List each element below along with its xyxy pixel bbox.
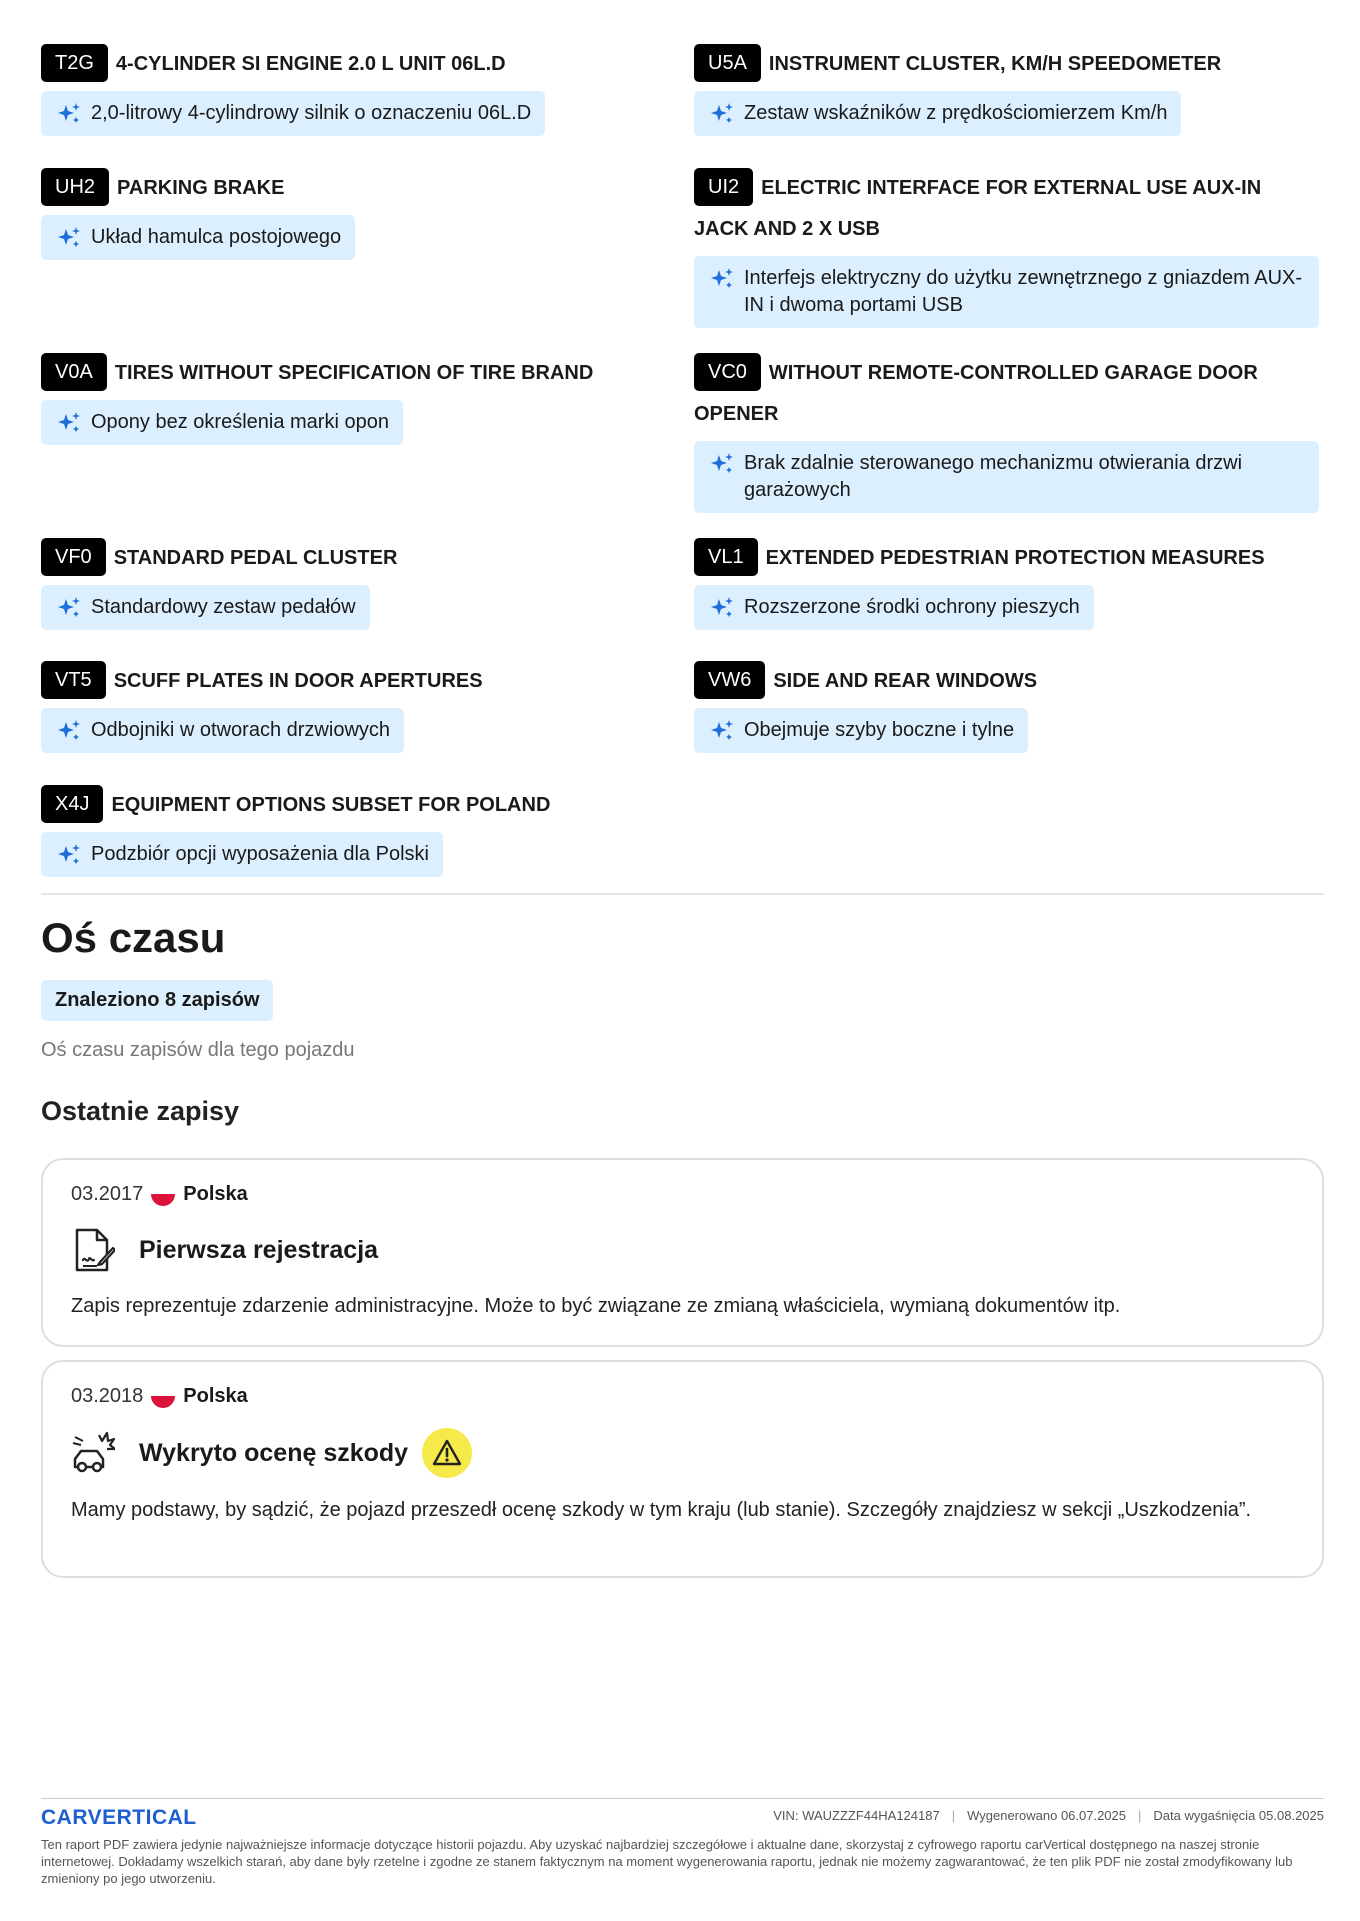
ai-sparkle-icon <box>708 450 736 477</box>
record-date: 03.2018 <box>71 1385 144 1407</box>
option-translation-text: Opony bez określenia marki opon <box>91 411 389 433</box>
option-title: ELECTRIC INTERFACE FOR EXTERNAL USE AUX-IN JACK AND 2 X USB <box>694 177 1262 240</box>
option-item <box>41 661 666 753</box>
option-translation <box>694 708 1028 753</box>
footer-divider <box>41 1798 1324 1799</box>
option-title: EXTENDED PEDESTRIAN PROTECTION MEASURES <box>765 547 1265 569</box>
poland-flag-icon <box>151 1182 175 1206</box>
records-count-badge: Znaleziono 8 zapisów <box>41 980 273 1021</box>
option-item <box>41 353 666 445</box>
ai-sparkle-icon <box>55 841 83 868</box>
option-title: INSTRUMENT CLUSTER, KM/H SPEEDOMETER <box>768 53 1222 75</box>
option-item <box>41 785 666 877</box>
ai-sparkle-icon <box>55 224 83 251</box>
recent-records-title: Ostatnie zapisy <box>41 1096 240 1126</box>
option-code: VL1 <box>694 538 758 576</box>
option-translation <box>41 400 403 445</box>
option-translation-text: Zestaw wskaźników z prędkościomierzem Km/h <box>744 102 1168 124</box>
timeline-title: Oś czasu <box>41 914 226 961</box>
option-item <box>694 661 1319 753</box>
option-translation <box>694 585 1094 630</box>
record-description: Zapis reprezentuje zdarzenie administracyjne. Może to być związane ze zmianą właściciela, wymianą dokumentów itp. <box>71 1295 1121 1317</box>
option-title: SCUFF PLATES IN DOOR APERTURES <box>113 670 483 692</box>
record-title: Wykryto ocenę szkody <box>139 1438 409 1467</box>
option-code: VC0 <box>694 353 761 391</box>
option-translation-text: 2,0-litrowy 4-cylindrowy silnik o oznaczeniu 06L.D <box>91 102 532 124</box>
option-translation <box>694 256 1319 328</box>
vin-label: VIN: <box>773 1808 799 1823</box>
option-title: SIDE AND REAR WINDOWS <box>773 670 1038 692</box>
ai-sparkle-icon <box>55 717 83 744</box>
record-country: Polska <box>183 1385 248 1407</box>
record-description: Mamy podstawy, by sądzić, że pojazd przeszedł ocenę szkody w tym kraju (lub stanie). Szczegóły znajdziesz w sekcji „Uszkodzenia”. <box>71 1499 1252 1521</box>
option-code: U5A <box>694 44 761 82</box>
option-translation-text: Interfejs elektryczny do użytku zewnętrznego z gniazdem AUX-IN i dwoma portami USB <box>744 267 1303 316</box>
ai-sparkle-icon <box>708 594 736 621</box>
vin-value: WAUZZZF44HA124187 <box>802 1808 940 1823</box>
warning-icon <box>422 1428 472 1478</box>
option-translation-text: Obejmuje szyby boczne i tylne <box>744 719 1015 741</box>
option-translation-text: Podzbiór opcji wyposażenia dla Polski <box>91 843 429 865</box>
document-sign-icon <box>71 1226 115 1274</box>
generated-date: 06.07.2025 <box>1060 1808 1127 1823</box>
option-translation-text: Standardowy zestaw pedałów <box>91 596 356 618</box>
option-translation <box>41 832 443 877</box>
option-translation <box>41 215 355 260</box>
expiry-label: Data wygaśnięcia <box>1153 1808 1256 1823</box>
option-title: WITHOUT REMOTE-CONTROLLED GARAGE DOOR OPENER <box>694 362 1258 425</box>
option-item <box>41 538 666 630</box>
option-title: PARKING BRAKE <box>117 177 285 199</box>
option-title: TIRES WITHOUT SPECIFICATION OF TIRE BRAND <box>114 362 594 384</box>
ai-sparkle-icon <box>55 100 83 127</box>
record-country: Polska <box>183 1183 248 1205</box>
car-crash-icon <box>71 1429 115 1477</box>
expiry-date: 05.08.2025 <box>1258 1808 1324 1823</box>
ai-sparkle-icon <box>708 265 736 292</box>
option-title: 4-CYLINDER SI ENGINE 2.0 L UNIT 06L.D <box>115 53 506 75</box>
record-title: Pierwsza rejestracja <box>139 1235 379 1264</box>
ai-sparkle-icon <box>708 717 736 744</box>
ai-sparkle-icon <box>55 594 83 621</box>
option-item <box>694 44 1319 136</box>
option-item <box>694 168 1319 328</box>
option-code: V0A <box>41 353 107 391</box>
option-item <box>694 353 1319 513</box>
option-item <box>694 538 1319 630</box>
option-title: EQUIPMENT OPTIONS SUBSET FOR POLAND <box>111 794 551 816</box>
footer-disclaimer: Ten raport PDF zawiera jedynie najważniejsze informacje dotyczące historii pojazdu. Aby uzyskać najbardziej szczegółowe i aktualne dane, skorzystaj z cyfrowego raportu carVertical dostępnego na naszej stronie internetowej. Dokładamy wszelkich starań, aby dane były rzetelne i zgodne ze stanem faktycznym na moment wygenerowania raportu, jednak nie możemy zagwarantować, że ten plik PDF nie został zmodyfikowany lub zmieniony po jego utworzeniu. <box>41 1837 1293 1886</box>
record-date: 03.2017 <box>71 1183 144 1205</box>
option-code: VW6 <box>694 661 765 699</box>
option-translation <box>41 585 370 630</box>
option-code: UH2 <box>41 168 109 206</box>
option-translation <box>694 441 1319 513</box>
option-title: STANDARD PEDAL CLUSTER <box>113 547 398 569</box>
timeline-subtitle: Oś czasu zapisów dla tego pojazdu <box>41 1039 355 1061</box>
option-code: VF0 <box>41 538 106 576</box>
option-translation-text: Brak zdalnie sterowanego mechanizmu otwierania drzwi garażowych <box>744 452 1243 501</box>
option-translation-text: Układ hamulca postojowego <box>91 226 342 248</box>
option-translation-text: Rozszerzone środki ochrony pieszych <box>744 596 1080 618</box>
poland-flag-icon <box>151 1384 175 1408</box>
option-translation <box>41 91 545 136</box>
ai-sparkle-icon <box>708 100 736 127</box>
timeline-record-card <box>41 1158 1324 1347</box>
report-meta: VIN: WAUZZZF44HA124187 | Wygenerowano 06.07.2025 | Data wygaśnięcia 05.08.2025 <box>773 1808 1324 1823</box>
carvertical-logo: CARVERTICAL <box>41 1806 197 1829</box>
option-translation-text: Odbojniki w otworach drzwiowych <box>91 719 391 741</box>
timeline-record-card <box>41 1360 1324 1578</box>
option-code: VT5 <box>41 661 106 699</box>
section-divider <box>41 893 1324 895</box>
option-translation <box>694 91 1181 136</box>
option-item <box>41 168 666 260</box>
option-translation <box>41 708 404 753</box>
ai-sparkle-icon <box>55 409 83 436</box>
option-item <box>41 44 666 136</box>
option-code: UI2 <box>694 168 753 206</box>
option-code: X4J <box>41 785 103 823</box>
generated-label: Wygenerowano <box>967 1808 1058 1823</box>
option-code: T2G <box>41 44 108 82</box>
